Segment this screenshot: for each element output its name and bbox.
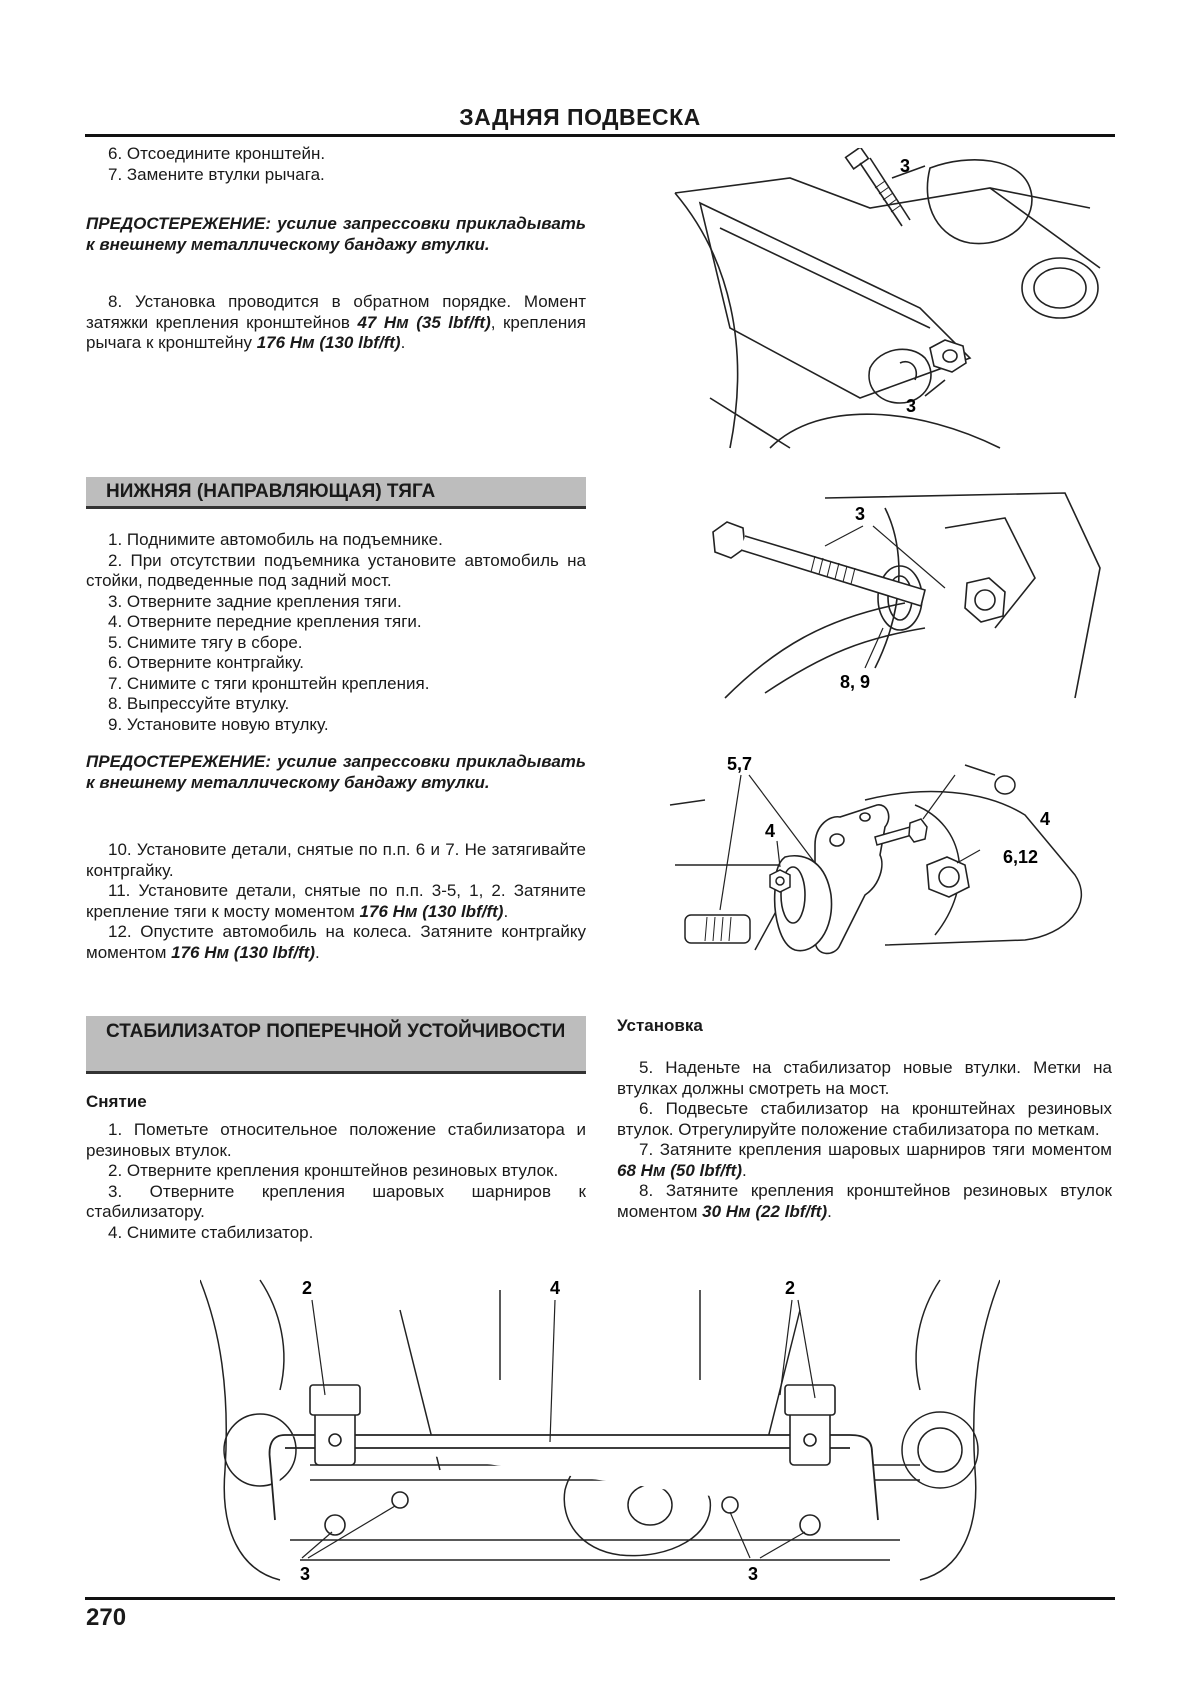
torque-176: 176 Нм (130 lbf/ft) [256,333,401,352]
in-step-6: 6. Подвесьте стабилизатор на кронштейнах резиновых втулок. Отрегулируйте положение стабилизатора по меткам. [617,1099,1112,1139]
rm-step-4: 4. Снимите стабилизатор. [108,1222,314,1242]
rm-step-1: 1. Пометьте относительное положение стабилизатора и резиновых втулок. [86,1120,586,1160]
header-rule [85,134,1115,137]
ll-step-11-c: . [503,901,509,921]
lower-link-steps [86,530,586,735]
rm-step-3: 3. Отверните крепления шаровых шарниров к стабилизатору. [86,1181,586,1221]
in-step-7-torque: 68 Нм (50 lbf/ft) [617,1160,742,1180]
in-step-5: 5. Наденьте на стабилизатор новые втулки. Метки на втулках должны смотреть на мост. [617,1058,1112,1098]
in-step-8-c: . [827,1201,832,1221]
fig2-label-3: 3 [855,504,866,524]
warning-2: ПРЕДОСТЕРЕЖЕНИЕ: усилие запрессовки прикладывать к внешнему металлическому бандажу втулки. [86,752,586,792]
ll-step-3: 3. Отверните задние крепления тяги. [108,591,402,611]
step-8 [86,292,586,354]
ll-step-7: 7. Снимите с тяги кронштейн крепления. [108,673,430,693]
fig4-label-3b: 3 [748,1564,759,1584]
page-number: 270 [86,1604,127,1631]
ll-step-12-c: . [315,942,320,962]
install-heading: Установка [617,1016,703,1035]
fig1-label-3b: 3 [906,396,917,416]
step-7: 7. Замените втулки рычага. [108,164,325,184]
fig3-label-4a: 4 [765,821,776,841]
fig3-label-4b: 4 [1040,809,1051,829]
figure-bushing-bracket [665,745,1110,970]
figure-arm-bracket [670,148,1110,458]
removal-heading: Снятие [86,1092,147,1111]
ll-step-4: 4. Отверните передние крепления тяги. [108,612,422,631]
ll-step-1: 1. Поднимите автомобиль на подъемнике. [108,530,443,549]
ll-step-9: 9. Установите новую втулку. [108,714,329,734]
ll-step-8: 8. Выпрессуйте втулку. [108,694,290,713]
top-steps [86,144,586,185]
figure-stabilizer [200,1270,1000,1585]
step-8-text-c: . [400,333,406,352]
ll-step-5: 5. Снимите тягу в сборе. [108,632,303,652]
fig4-label-2a: 2 [302,1278,313,1298]
footer-rule [85,1597,1115,1600]
fig4-label-2b: 2 [785,1278,796,1298]
fig3-label-612: 6,12 [1003,847,1039,867]
fig4-label-3a: 3 [300,1564,311,1584]
ll-step-6: 6. Отверните контргайку. [108,653,304,672]
ll-step-12-a: 12. Опустите автомобиль на колеса. Затяните контргайку моментом [86,922,586,962]
fig3-label-57: 5,7 [727,754,753,774]
removal-steps [86,1120,586,1243]
in-step-7-c: . [741,1160,747,1180]
ll-step-2: 2. При отсутствии подъемника установите автомобиль на стойки, подведенные под задний мост. [86,550,586,590]
in-step-7-a: 7. Затяните крепления шаровых шарниров тяги моментом [639,1140,1112,1159]
in-step-8-a: 8. Затяните крепления кронштейнов резиновых втулок моментом [617,1181,1112,1221]
rm-step-2: 2. Отверните крепления кронштейнов резиновых втулок. [108,1161,559,1180]
fig1-label-3a: 3 [900,156,911,176]
torque-47: 47 Нм (35 lbf/ft) [357,312,491,332]
ll-step-11-a: 11. Установите детали, снятые по п.п. 3-5, 1, 2. Затяните крепление тяги к мосту моментом [86,881,586,921]
step-8-text-a: 8. Установка проводится в обратном порядке. Момент затяжки крепления кронштейнов [86,292,586,332]
fig4-label-4: 4 [550,1278,561,1298]
install-steps [617,1058,1112,1222]
step-6: 6. Отсоедините кронштейн. [108,144,326,163]
step-8-text-b: , крепления рычага к кронштейну [86,312,586,352]
ll-step-11-torque: 176 Нм (130 lbf/ft) [359,901,504,921]
ll-step-10: 10. Установите детали, снятые по п.п. 6 и 7. Не затягивайте контргайку. [86,840,586,880]
page-title: ЗАДНЯЯ ПОДВЕСКА [459,104,701,130]
section-stabilizer-title: СТАБИЛИЗАТОР ПОПЕРЕЧНОЙ УСТОЙЧИВОСТИ [86,1016,586,1074]
ll-step-12-torque: 176 Нм (130 lbf/ft) [171,942,316,962]
in-step-8-torque: 30 Нм (22 lbf/ft) [702,1201,828,1221]
lower-link-steps-2 [86,840,586,963]
section-lower-link-title: НИЖНЯЯ (НАПРАВЛЯЮЩАЯ) ТЯГА [86,477,586,509]
figure-lower-link [705,488,1105,703]
warning-1: ПРЕДОСТЕРЕЖЕНИЕ: усилие запрессовки прикладывать к внешнему металлическому бандажу втулки. [86,214,586,254]
fig2-label-89: 8, 9 [840,672,871,692]
